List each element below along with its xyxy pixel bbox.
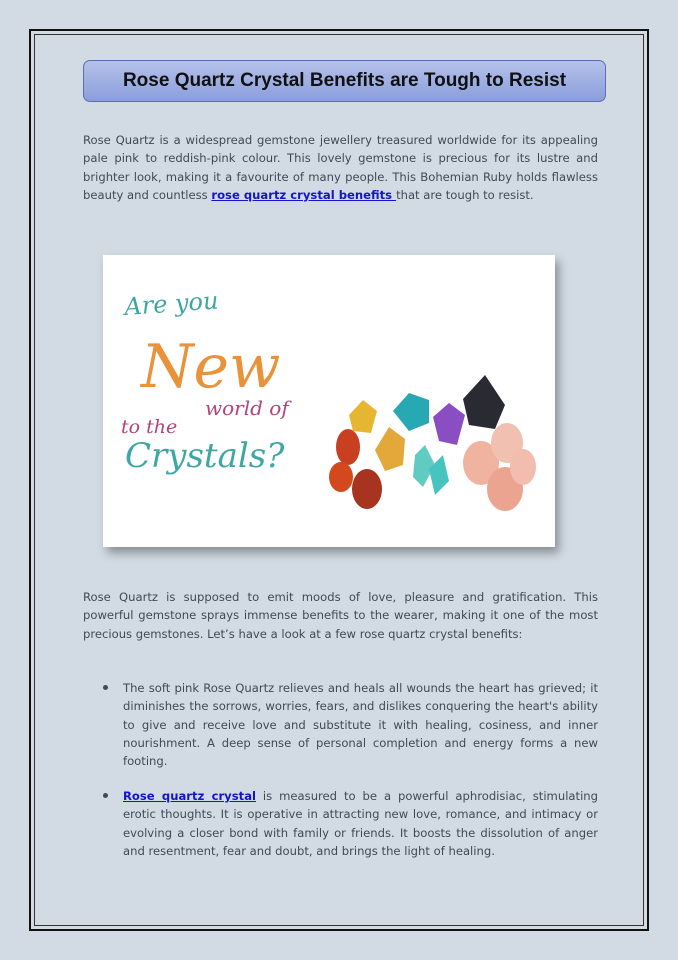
benefit-text: is measured to be a powerful aphrodisiac, stimulating erotic thoughts. It is operative in attracting new love, romance, and intimacy or evolving a closer bond with family or friends. It boosts the dissolution of anger and resentment, fear and doubt, and brings the light of healing.: [123, 789, 598, 858]
headline-new: New: [141, 332, 281, 402]
crystal-stones-icon: [329, 375, 536, 511]
benefits-list-2: [103, 787, 598, 860]
intro-text: Rose Quartz is a widespread gemstone jewellery treasured worldwide for its appealing pale pink to reddish-pink colour. This lovely gemstone is precious for its lustre and brighter look, making it a favourite of many people. This Bohemian Ruby holds flawless beauty and countless: [83, 133, 598, 202]
page-title: Rose Quartz Crystal Benefits are Tough to Resist: [122, 70, 567, 91]
headline-crystals: Crystals?: [125, 436, 285, 476]
bullet-icon: [103, 685, 108, 690]
body-paragraph: Rose Quartz is supposed to emit moods of love, pleasure and gratification. This powerful gemstone sprays immense benefits to the wearer, making it one of the most precious gemstones. Let’s have a look at a few rose quartz crystal benefits:: [83, 590, 598, 641]
list-item: [103, 679, 598, 770]
headline-to-the: to the: [121, 416, 178, 438]
headline-are-you: Are you: [123, 286, 220, 321]
rose-quartz-benefits-link[interactable]: rose quartz crystal benefits: [211, 187, 397, 202]
hero-image: [103, 255, 555, 547]
benefit-text: The soft pink Rose Quartz relieves and heals all wounds the heart has grieved; it diminishes the sorrows, worries, fears, and dislikes conquering the heart's ability to give and receive love and substitute it with healing, cosiness, and inner nourishment. A deep sense of personal completion and energy forms a new footing.: [123, 681, 598, 769]
intro-paragraph: [83, 131, 598, 204]
crystals-illustration: [103, 255, 555, 547]
benefits-list-1: [103, 679, 598, 770]
headline-world-of: world of: [205, 396, 289, 420]
list-item: [103, 787, 598, 860]
bullet-icon: [103, 793, 108, 798]
title-banner: [83, 60, 606, 102]
rose-quartz-crystal-link[interactable]: Rose quartz crystal: [123, 789, 256, 803]
intro-text-end: that are tough to resist.: [396, 187, 534, 202]
